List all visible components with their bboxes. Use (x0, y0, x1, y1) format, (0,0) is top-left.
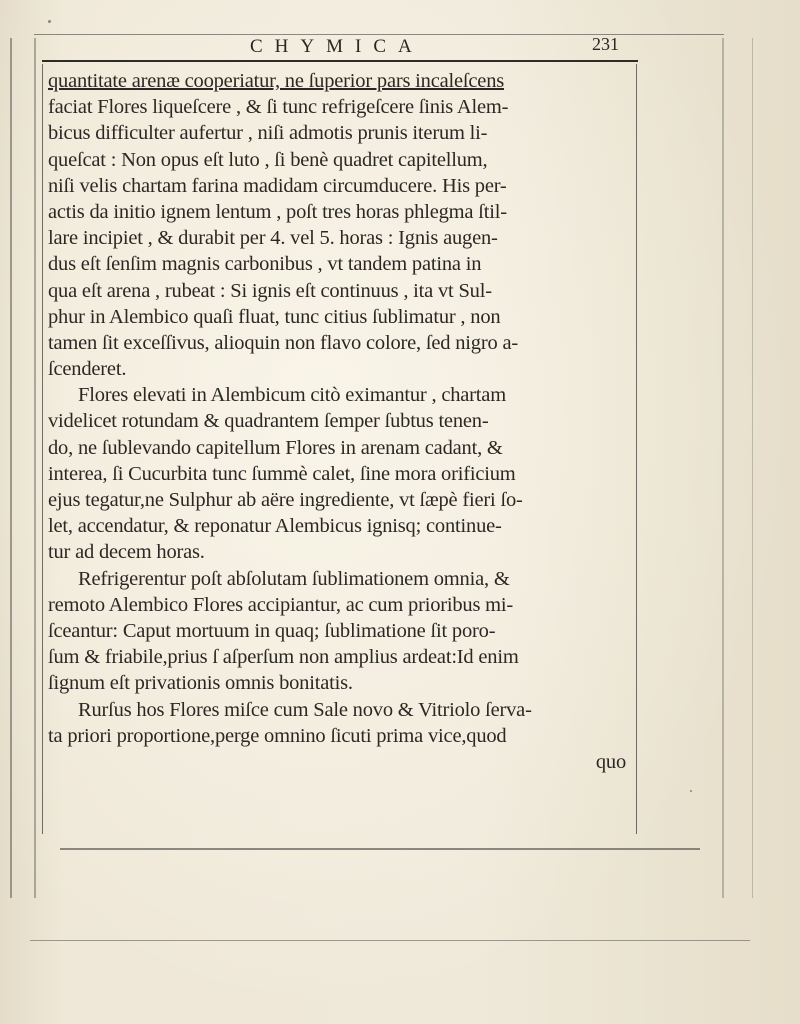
text-line: ſum & friabile,prius ſ aſperſum non amplius ardeat:Id enim (48, 646, 519, 669)
text-line: ta priori proportione,perge omnino ſicuti prima vice,quod (48, 724, 507, 747)
text-line: do, ne ſublevando capitellum Flores in arenam cadant, & (48, 436, 503, 459)
header-rule (42, 60, 638, 62)
ink-speck (48, 20, 51, 23)
text-line: actis da initio ignem lentum , poſt tres horas phlegma ſtil- (48, 200, 507, 223)
text-line: tur ad decem horas. (48, 541, 205, 564)
page-bottom-edge (30, 940, 750, 941)
running-title: CHYMICA (250, 36, 424, 57)
paragraph-start-line: Refrigerentur poſt abſolutam ſublimationem omnia, & (78, 567, 510, 590)
text-line: ſceantur: Caput mortuum in quaq; ſublimatione ſit poro- (48, 619, 496, 642)
text-line: ſcenderet. (48, 358, 127, 381)
catchword: quo (595, 750, 626, 773)
text-line: quantitate arenæ cooperiatur, ne ſuperior pars incaleſcens (48, 70, 505, 92)
text-line: queſcat : Non opus eſt luto , ſi benè quadret capitellum, (48, 148, 488, 171)
text-line: ſignum eſt privationis omnis bonitatis. (48, 672, 353, 695)
text-line: bicus difficulter aufertur , niſi admotis prunis iterum li- (48, 122, 488, 145)
text-line: let, accendatur, & reponatur Alembicus ignisq; continue- (48, 515, 502, 538)
text-line: qua eſt arena , rubeat : Si ignis eſt continuus , ita vt Sul- (48, 279, 492, 302)
text-line: interea, ſi Cucurbita tunc ſummè calet, ſine mora orificium (48, 462, 516, 485)
text-line: remoto Alembico Flores accipiantur, ac cum prioribus mi- (48, 593, 514, 616)
top-border-line (34, 34, 724, 35)
text-line: tamen ſit exceſſivus, alioquin non flavo colore, ſed nigro a- (48, 331, 518, 354)
text-block-right-rule (636, 64, 637, 834)
text-line: dus eſt ſenſim magnis carbonibus , vt tandem patina in (48, 253, 482, 276)
bottom-border-line (60, 848, 700, 850)
body-text (48, 68, 632, 775)
text-line: faciat Flores liqueſcere , & ſi tunc refrigeſcere ſinis Alem- (48, 96, 509, 119)
page-edge-right (722, 38, 724, 898)
text-line: ejus tegatur,ne Sulphur ab aëre ingrediente, vt ſæpè fieri ſo- (48, 489, 523, 511)
text-line: niſi velis chartam farina madidam circumducere. His per- (48, 174, 507, 197)
text-block-left-rule (42, 64, 43, 834)
paragraph-start-line: Flores elevati in Alembicum citò eximantur , chartam (78, 384, 506, 407)
page-edge-left-inner (34, 38, 36, 898)
text-line: phur in Alembico quaſi fluat, tunc citius ſublimatur , non (48, 305, 501, 328)
paragraph-start-line: Rurſus hos Flores miſce cum Sale novo & Vitriolo ſerva- (78, 698, 532, 721)
text-line: videlicet rotundam & quadrantem ſemper ſubtus tenen- (48, 410, 489, 433)
text-line: lare incipiet , & durabit per 4. vel 5. horas : Ignis augen- (48, 227, 498, 250)
page-number: 231 (592, 34, 619, 54)
page-edge-left (10, 38, 12, 898)
page-edge-right-outer (752, 38, 753, 898)
ink-speck (690, 790, 692, 792)
